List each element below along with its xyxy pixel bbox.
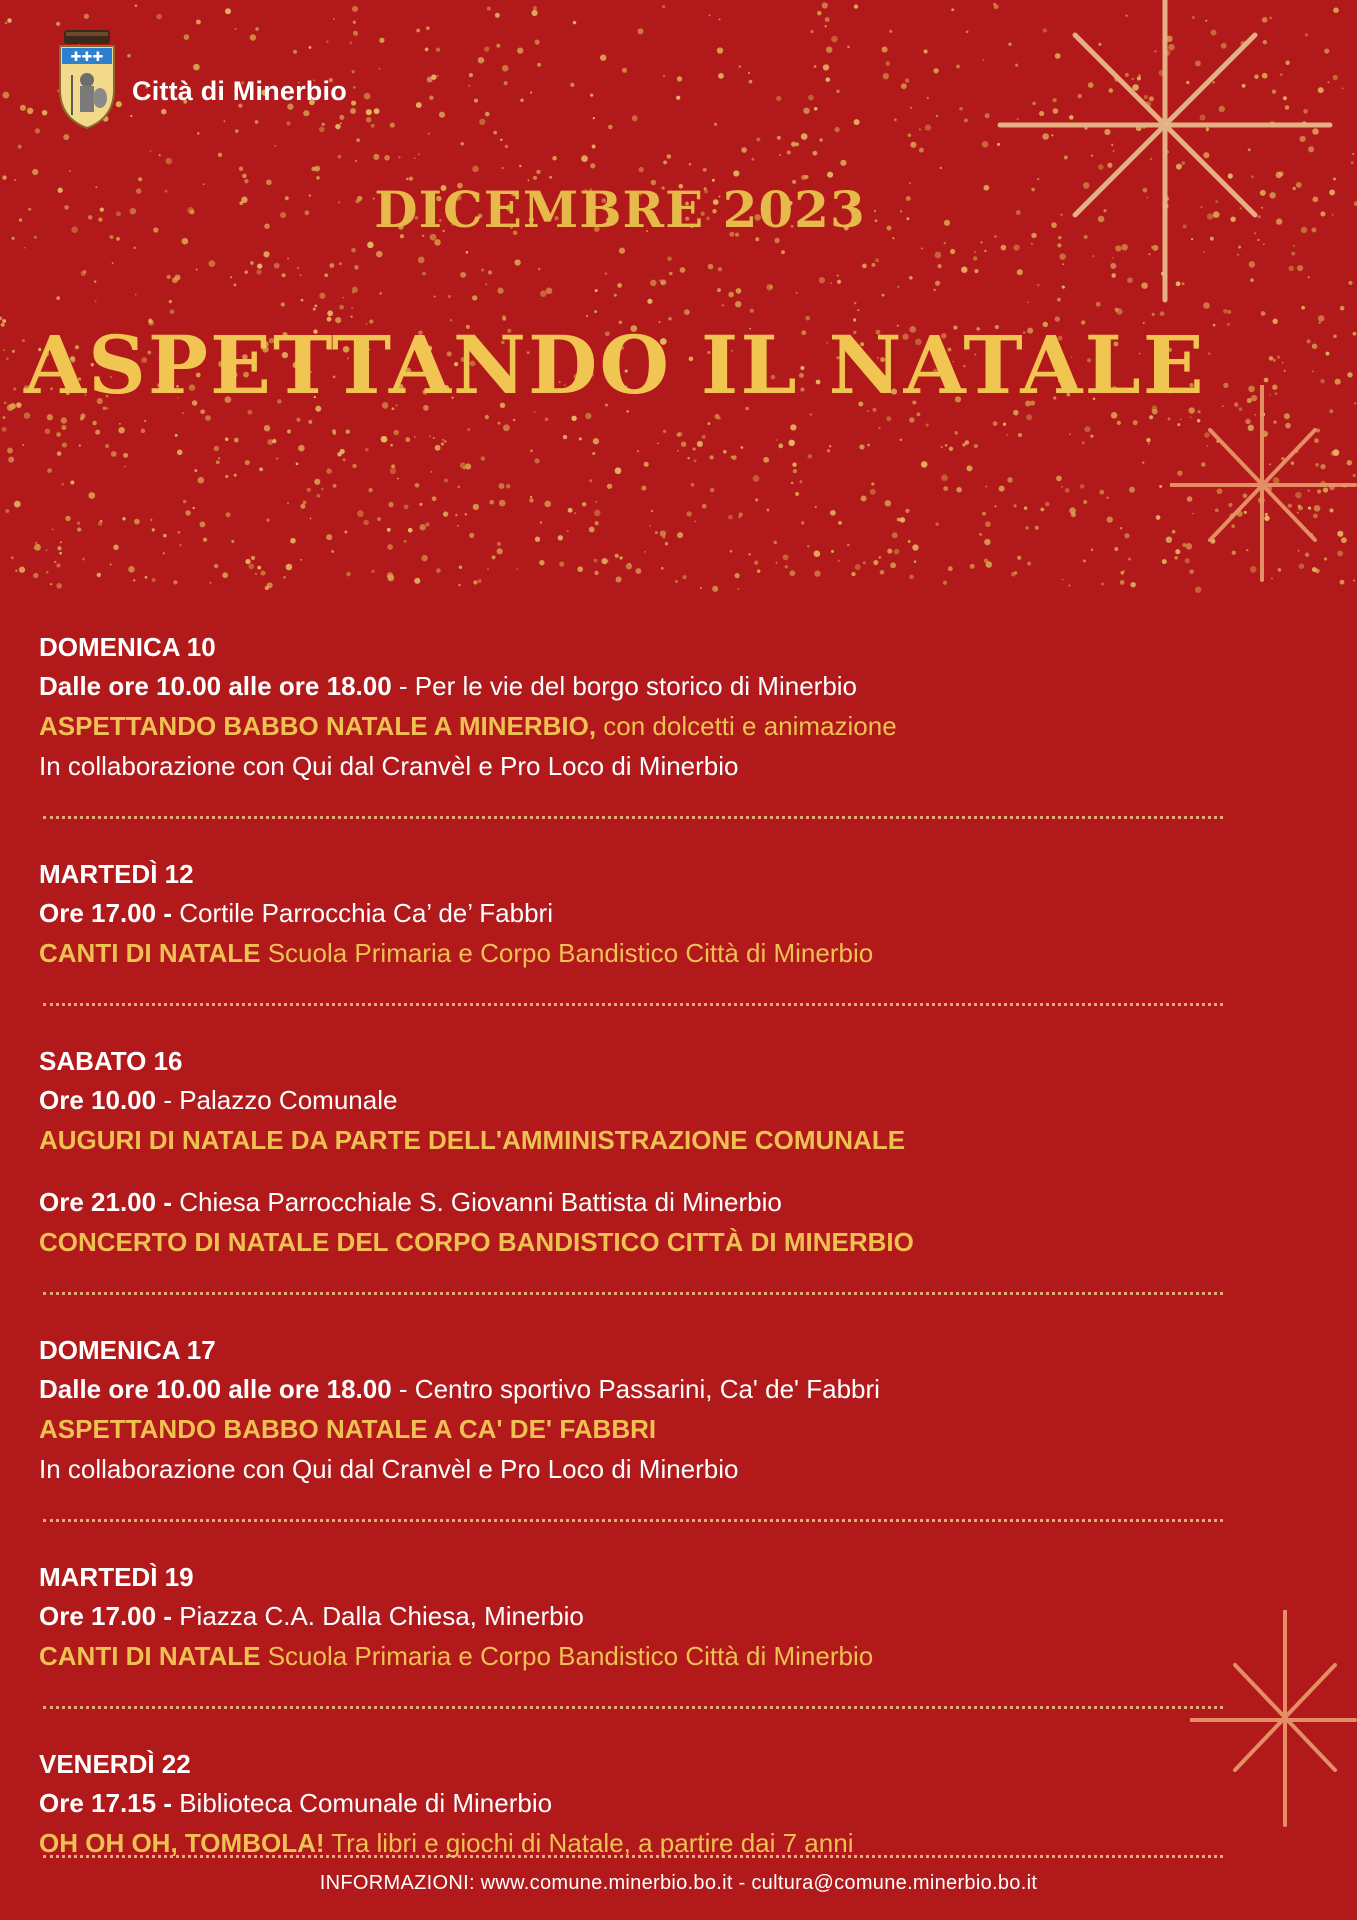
event-place: Cortile Parrocchia Ca’ de’ Fabbri <box>171 898 553 928</box>
coat-of-arms-icon <box>56 30 118 130</box>
event-detail: con dolcetti e animazione <box>596 711 897 741</box>
event-time-place <box>39 893 1219 933</box>
event-time-place <box>39 1783 1219 1823</box>
event-place: - Per le vie del borgo storico di Minerbio <box>391 671 858 701</box>
event-block <box>39 1042 1219 1262</box>
event-time-place-2 <box>39 1182 1219 1222</box>
event-time-place <box>39 1369 1219 1409</box>
event-place: Biblioteca Comunale di Minerbio <box>171 1788 553 1818</box>
footer-info: INFORMAZIONI: www.comune.minerbio.bo.it - cultura@comune.minerbio.bo.it <box>319 1872 1038 1894</box>
event-place-2: Chiesa Parrocchiale S. Giovanni Battista di Minerbio <box>171 1187 782 1217</box>
dotted-divider <box>43 816 1223 819</box>
event-block <box>39 1558 1219 1676</box>
event-block <box>39 1745 1219 1863</box>
svg-text:✚✚✚: ✚✚✚ <box>70 50 104 65</box>
event-title-line <box>39 933 1219 973</box>
event-title: AUGURI DI NATALE DA PARTE DELL'AMMINISTRAZIONE COMUNALE <box>39 1125 906 1155</box>
medium-star-icon <box>1170 385 1357 585</box>
poster-title: ASPETTANDO IL NATALE <box>24 318 1206 412</box>
event-title-line <box>39 1120 1219 1160</box>
event-day: MARTEDÌ 19 <box>39 1562 194 1592</box>
dotted-divider <box>43 1292 1223 1295</box>
event-title: CANTI DI NATALE <box>39 938 261 968</box>
event-day: DOMENICA 10 <box>39 632 216 662</box>
event-title: ASPETTANDO BABBO NATALE A MINERBIO, <box>39 711 597 741</box>
event-title: CANTI DI NATALE <box>39 1641 261 1671</box>
event-title-2: CONCERTO DI NATALE DEL CORPO BANDISTICO CITTÀ DI MINERBIO <box>39 1227 914 1257</box>
dotted-divider <box>43 1519 1223 1522</box>
event-time: Ore 17.00 - <box>39 1601 172 1631</box>
event-time: Ore 17.00 - <box>39 898 172 928</box>
dotted-divider <box>43 1706 1223 1709</box>
event-title-line-2 <box>39 1222 1219 1262</box>
event-title-line <box>39 1636 1219 1676</box>
event-day: VENERDÌ 22 <box>39 1749 191 1779</box>
event-time-2: Ore 21.00 - <box>39 1187 172 1217</box>
event-time: Ore 10.00 <box>39 1085 157 1115</box>
event-place: Piazza C.A. Dalla Chiesa, Minerbio <box>171 1601 584 1631</box>
events-list <box>39 628 1219 1863</box>
event-place: - Centro sportivo Passarini, Ca' de' Fabbri <box>391 1374 880 1404</box>
dotted-divider <box>43 1003 1223 1006</box>
event-title: ASPETTANDO BABBO NATALE A CA' DE' FABBRI <box>39 1414 657 1444</box>
event-block <box>39 1331 1219 1489</box>
event-time: Dalle ore 10.00 alle ore 18.00 <box>39 1374 392 1404</box>
event-time-place <box>39 666 1219 706</box>
event-note: In collaborazione con Qui dal Cranvèl e Pro Loco di Minerbio <box>39 1454 739 1484</box>
event-detail: Tra libri e giochi di Natale, a partire dai 7 anni <box>324 1828 854 1858</box>
city-name: Città di Minerbio <box>132 75 347 106</box>
event-time: Dalle ore 10.00 alle ore 18.00 <box>39 671 392 701</box>
event-day: DOMENICA 17 <box>39 1335 216 1365</box>
event-day: MARTEDÌ 12 <box>39 859 194 889</box>
city-logo <box>56 30 347 130</box>
event-time-place <box>39 1080 1219 1120</box>
event-title-line <box>39 706 1219 746</box>
event-block <box>39 628 1219 786</box>
event-block <box>39 855 1219 973</box>
event-note: In collaborazione con Qui dal Cranvèl e Pro Loco di Minerbio <box>39 751 739 781</box>
event-time-place <box>39 1596 1219 1636</box>
large-star-icon <box>995 0 1335 310</box>
event-detail: Scuola Primaria e Corpo Bandistico Città di Minerbio <box>260 1641 874 1671</box>
month-heading: DICEMBRE 2023 <box>374 180 866 239</box>
event-place: - Palazzo Comunale <box>156 1085 398 1115</box>
event-time: Ore 17.15 - <box>39 1788 172 1818</box>
event-detail: Scuola Primaria e Corpo Bandistico Città di Minerbio <box>260 938 874 968</box>
event-title: OH OH OH, TOMBOLA! <box>39 1828 325 1858</box>
event-day: SABATO 16 <box>39 1046 183 1076</box>
event-title-line <box>39 1409 1219 1449</box>
dotted-divider <box>43 1855 1223 1858</box>
